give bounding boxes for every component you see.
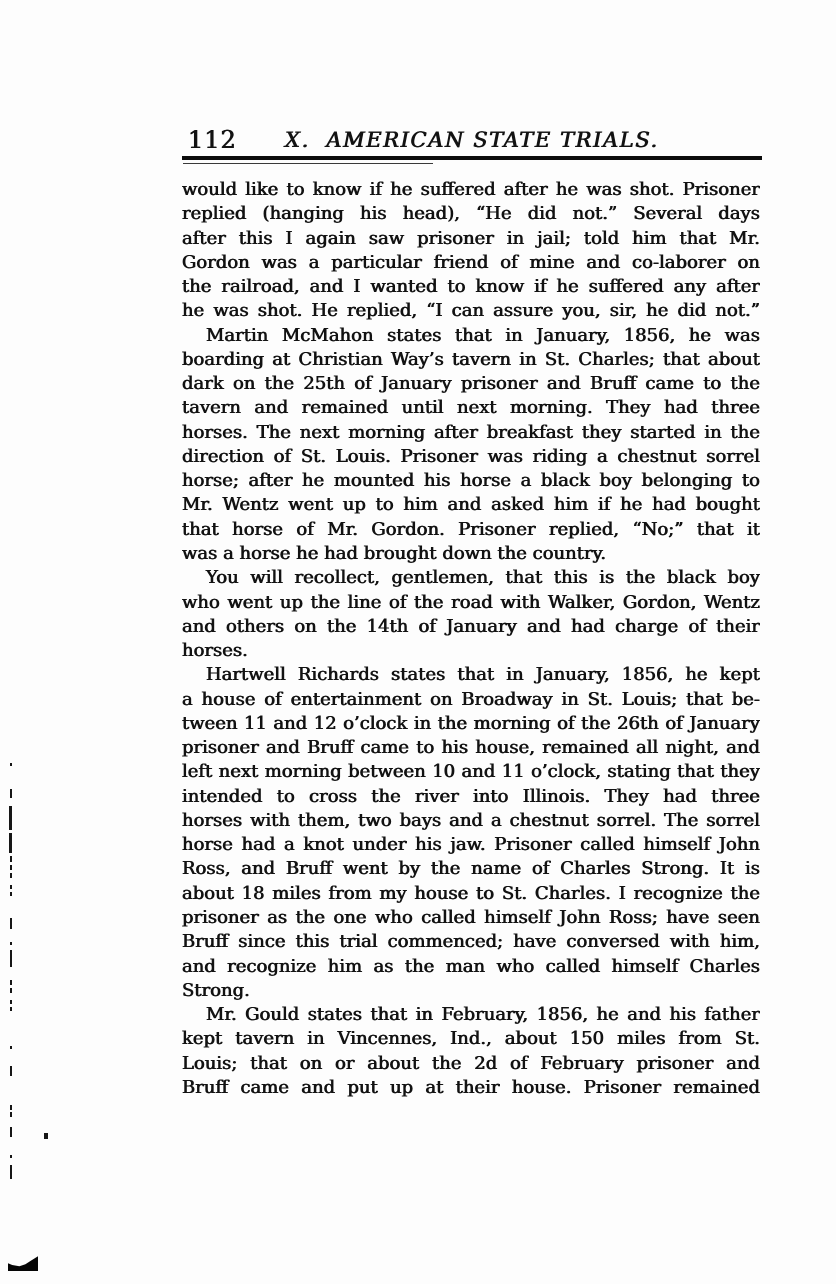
scan-artifact-mark [10,865,12,870]
scan-artifact-mark [10,1000,12,1004]
text-line: about 18 miles from my house to St. Charles. I recognize the [182,882,760,904]
scan-artifact-mark [10,942,12,945]
text-line: horse had a knot under his jaw. Prisoner called himself John [182,834,760,856]
text-line: horses with them, two bays and a chestnut sorrel. The sorrel [182,809,760,831]
header-rule-shadow [183,163,433,164]
scan-artifact-mark [10,1105,12,1110]
text-line: Gordon was a particular friend of mine and co-laborer on [182,251,760,273]
scan-artifact-mark [44,1133,48,1139]
scan-artifact-mark [10,763,12,766]
text-line: would like to know if he suffered after he was shot. Prisoner [182,179,760,200]
header-rule [182,156,762,160]
text-line: was a horse he had brought down the country. [182,542,607,564]
paragraph [182,1003,760,1100]
text-line: Bruff since this trial commenced; have conversed with him, [182,931,760,953]
text-line: tween 11 and 12 o’clock in the morning of the 26th of January [182,712,760,734]
scan-artifact-mark [10,789,12,798]
text-line: he was shot. He replied, “I can assure you, sir, he did not.” [182,300,760,322]
text-line: after this I again saw prisoner in jail; told him that Mr. [182,227,760,249]
text-line: You will recollect, gentlemen, that this is the black boy [206,567,760,589]
running-header-title: X. AMERICAN STATE TRIALS. [285,128,659,152]
text-line: Bruff came and put up at their house. Prisoner remained [182,1076,760,1098]
text-line: prisoner as the one who called himself John Ross; have seen [182,906,760,928]
scan-artifact-mark [10,1165,12,1179]
text-line: that horse of Mr. Gordon. Prisoner replied, “No;” that it [182,518,760,540]
text-line: prisoner and Bruff came to his house, remained all night, and [182,737,760,759]
scan-artifact-mark [10,1007,12,1011]
text-line: and recognize him as the man who called himself Charles [182,955,760,977]
text-line: horses. [182,640,248,662]
scan-artifact-mark [10,892,12,896]
paragraph [182,324,760,567]
paragraph [182,566,760,663]
scan-artifact-mark [9,806,12,830]
text-line: and others on the 14th of January and had charge of their [182,615,760,637]
text-line: direction of St. Louis. Prisoner was riding a chestnut sorrel [182,445,760,467]
text-line: intended to cross the river into Illinois. They had three [182,785,760,807]
scan-artifact-mark [10,1066,12,1076]
paragraph [182,178,760,324]
scan-artifact-mark [10,873,12,878]
text-line: Mr. Wentz went up to him and asked him if he had bought [182,494,760,516]
text-line: Hartwell Richards states that in January, 1856, he kept [206,664,760,686]
text-line: Strong. [182,979,250,1001]
page-corner-shadow-artifact [8,1256,38,1271]
text-line: horse; after he mounted his horse a black boy belonging to [182,470,760,492]
scan-artifact-mark [10,980,12,985]
text-line: dark on the 25th of January prisoner and Bruff came to the [182,373,760,395]
text-line: the railroad, and I wanted to know if he suffered any after [182,276,760,298]
text-line: boarding at Christian Way’s tavern in St. Charles; that about [182,348,760,370]
text-line: Ross, and Bruff went by the name of Charles Strong. It is [182,858,760,880]
text-line: tavern and remained until next morning. They had three [182,397,760,419]
text-line: replied (hanging his head), “He did not.” Several days [182,203,760,225]
text-line: horses. The next morning after breakfast they started in the [182,421,760,443]
scan-artifact-mark [10,885,12,889]
text-line: Mr. Gould states that in February, 1856, he and his father [206,1004,760,1026]
text-line: Louis; that on or about the 2d of February prisoner and [182,1052,760,1074]
scan-artifact-mark [10,1155,12,1158]
text-line: Martin McMahon states that in January, 1856, he was [206,324,760,346]
page-number: 112 [188,126,237,154]
scan-artifact-mark [10,988,12,993]
scan-artifact-mark [10,1046,12,1049]
scan-artifact-mark [10,856,12,862]
text-line: a house of entertainment on Broadway in St. Louis; that be- [182,688,760,710]
scan-artifact-mark [10,918,12,929]
scan-artifact-mark [9,833,12,853]
page-text-block [182,178,760,1100]
paragraph [182,663,760,1003]
text-line: kept tavern in Vincennes, Ind., about 150 miles from St. [182,1028,760,1050]
scan-artifact-mark [10,950,12,967]
scan-artifact-mark [10,1112,12,1117]
scan-artifact-mark [10,1127,12,1137]
text-line: left next morning between 10 and 11 o’clock, stating that they [182,761,760,783]
text-line: who went up the line of the road with Walker, Gordon, Wentz [182,591,760,613]
